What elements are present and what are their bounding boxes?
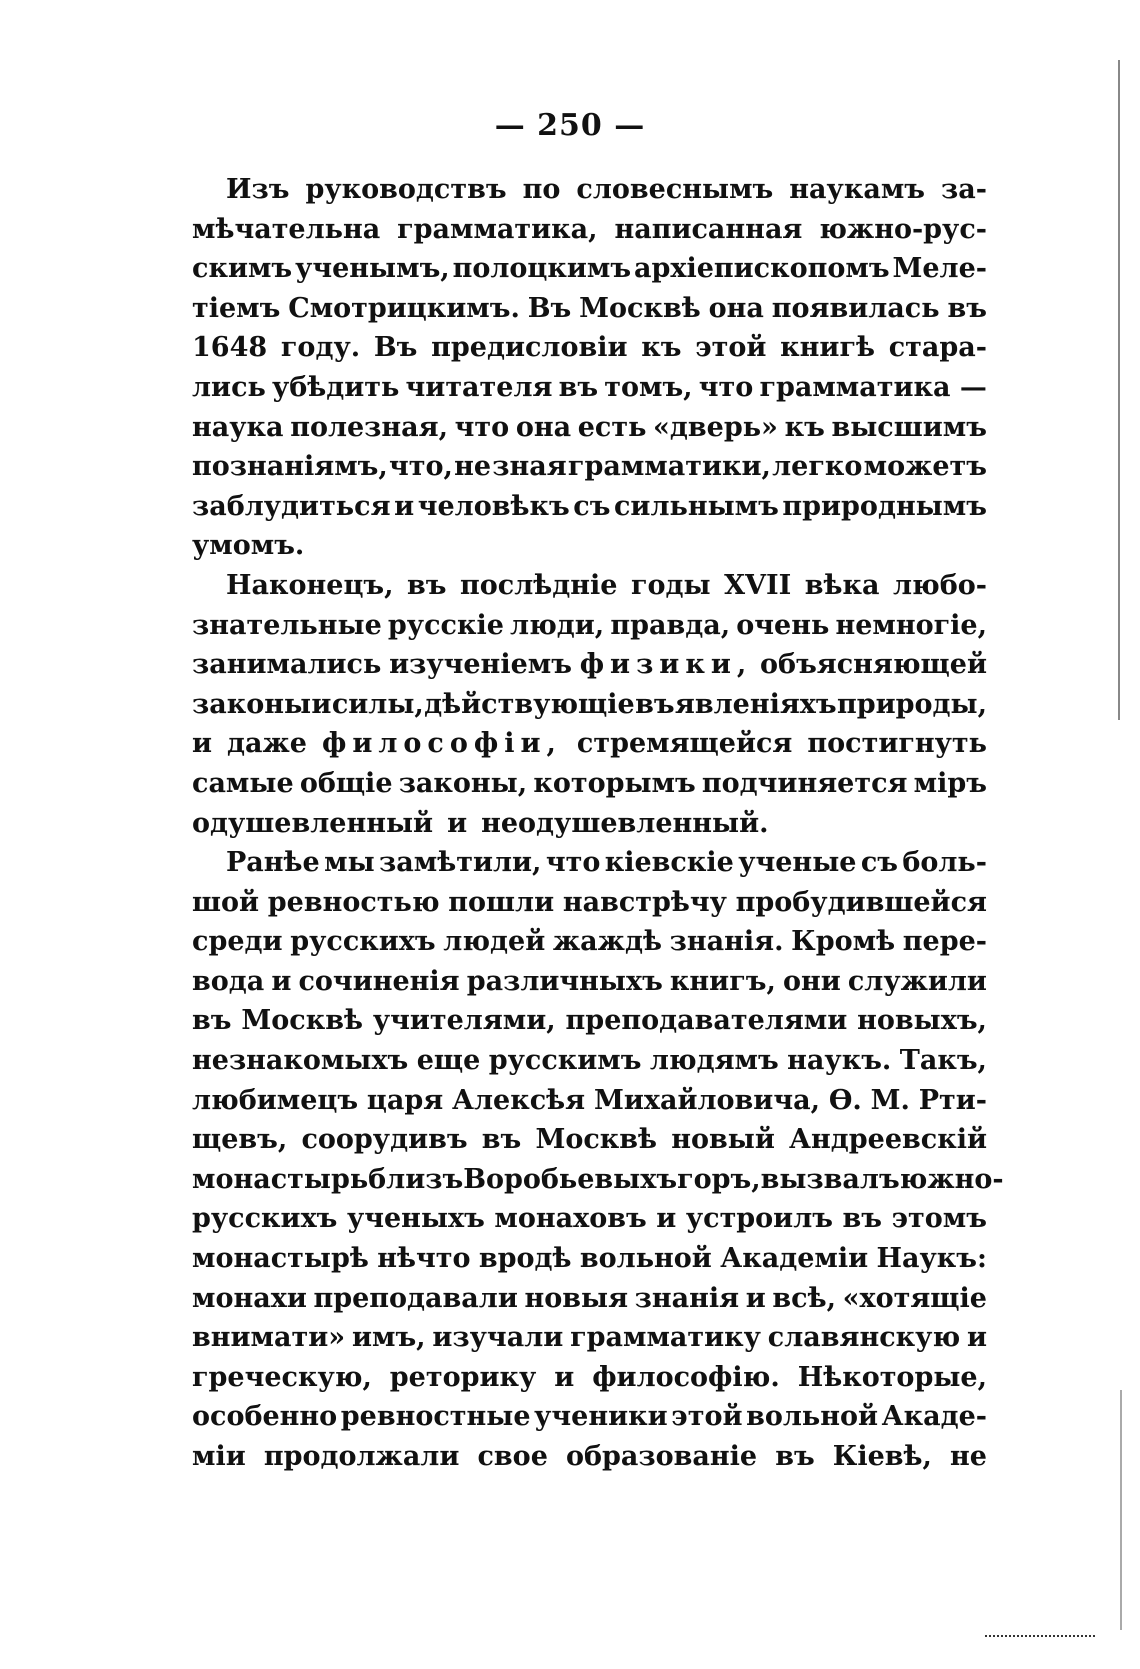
word: очень xyxy=(736,609,830,641)
word: послѣдніе xyxy=(460,569,618,601)
word: Въ xyxy=(373,332,418,364)
text-line xyxy=(192,289,987,329)
word: монастырѣ xyxy=(192,1243,369,1275)
word: годы xyxy=(630,569,711,601)
word: зная xyxy=(492,451,567,483)
word: Михайловича, xyxy=(593,1084,820,1116)
word: Наукъ: xyxy=(876,1243,987,1275)
text-line xyxy=(192,645,987,685)
word: монахи xyxy=(192,1282,307,1314)
word: стремящейся xyxy=(576,728,793,760)
word: новыя xyxy=(524,1282,629,1314)
word: реторику xyxy=(389,1361,537,1393)
text-line xyxy=(192,1437,987,1477)
word: грамматику xyxy=(570,1322,761,1354)
word: томъ, xyxy=(604,371,693,403)
word: Акаде- xyxy=(881,1401,987,1433)
word: нѣчто xyxy=(377,1243,471,1275)
word: міи xyxy=(192,1441,246,1472)
word: горъ, xyxy=(677,1163,761,1195)
word: они xyxy=(782,965,841,997)
word: наука xyxy=(192,411,284,443)
text-line xyxy=(192,170,987,210)
word: ученики xyxy=(534,1401,668,1433)
word: и xyxy=(966,1322,987,1354)
word: Ранѣе xyxy=(226,847,320,879)
word: вольной xyxy=(579,1243,712,1275)
word: Рти- xyxy=(918,1084,987,1116)
word: въ xyxy=(481,1124,522,1156)
text-line xyxy=(192,1397,987,1437)
scan-edge-line-top xyxy=(1118,60,1120,720)
word: немногіе, xyxy=(835,609,987,641)
word: въ xyxy=(842,1203,883,1235)
word: продолжали xyxy=(263,1441,460,1472)
word: учителями, xyxy=(372,1005,556,1037)
word: имъ, xyxy=(351,1322,426,1354)
word: скимъ xyxy=(192,253,293,285)
word: убѣдить xyxy=(272,371,400,403)
word: грамматики, xyxy=(567,451,771,483)
word: ревностные xyxy=(340,1401,531,1433)
word: особенно xyxy=(192,1401,338,1433)
word: дѣйствующіе xyxy=(424,688,635,720)
word: въ xyxy=(947,292,987,324)
text-line xyxy=(192,1358,987,1398)
word: силы, xyxy=(331,688,424,720)
word: Воробьевыхъ xyxy=(463,1163,678,1195)
word: кіевскіе xyxy=(604,847,734,879)
word: Въ xyxy=(527,292,572,324)
word: въ xyxy=(192,1005,232,1037)
word: Андреевскій xyxy=(789,1124,987,1156)
word: устроилъ xyxy=(685,1203,833,1235)
word: сочиненія xyxy=(298,965,460,997)
word: шой xyxy=(192,886,260,918)
word: и xyxy=(745,1282,766,1314)
word: XVII xyxy=(724,569,792,601)
word: постигнуть xyxy=(807,728,987,760)
word: ученымъ, xyxy=(295,253,450,285)
word: съ xyxy=(573,490,611,522)
word: грамматика — xyxy=(759,371,987,403)
word: къ xyxy=(641,332,682,364)
word: различныхъ xyxy=(466,965,663,997)
text-line xyxy=(192,685,987,725)
word: умомъ. xyxy=(192,530,305,562)
word: мѣчательна xyxy=(192,213,381,245)
word: подчиняется xyxy=(701,767,908,799)
word: Наконецъ, xyxy=(226,569,394,601)
word: щевъ, xyxy=(192,1124,288,1156)
word: она xyxy=(708,292,764,324)
text-line xyxy=(192,1160,1004,1200)
word: вызвалъ xyxy=(760,1163,900,1195)
word: не xyxy=(950,1441,987,1472)
word: за- xyxy=(941,174,987,205)
word: преподавателями xyxy=(565,1005,848,1037)
word: заблудиться xyxy=(192,490,391,522)
word: занимались xyxy=(192,649,382,681)
word: южно- xyxy=(899,1163,1004,1195)
word: русскихъ xyxy=(290,926,436,958)
text-line xyxy=(192,764,987,804)
text-line xyxy=(192,962,987,1002)
word: философіи, xyxy=(322,728,562,760)
word: среди xyxy=(192,926,283,958)
word: въ xyxy=(775,1441,815,1472)
word: 1648 xyxy=(192,332,268,364)
word: и xyxy=(447,807,468,839)
word: міръ xyxy=(913,767,987,799)
text-line xyxy=(192,368,987,408)
word: ученыхъ xyxy=(346,1203,485,1235)
word: появилась xyxy=(771,292,940,324)
word: общіе xyxy=(299,767,393,799)
word: можетъ xyxy=(863,451,987,483)
word: Академіи xyxy=(720,1243,869,1275)
word: философію. xyxy=(592,1361,780,1393)
word: и xyxy=(656,1203,677,1235)
word: правда, xyxy=(610,609,731,641)
text-line xyxy=(192,408,987,448)
word: съ xyxy=(860,847,898,879)
word: вода xyxy=(192,965,265,997)
word: южно-рус- xyxy=(819,213,987,245)
text-line xyxy=(192,1279,987,1319)
word: архіепископомъ xyxy=(633,253,890,285)
word: знанія xyxy=(634,1282,740,1314)
word: еще xyxy=(416,1045,481,1077)
text-line xyxy=(192,883,987,923)
word: свое xyxy=(477,1441,548,1472)
word: преподавали xyxy=(313,1282,518,1314)
word: Кромѣ xyxy=(791,926,896,958)
text-line xyxy=(192,1199,987,1239)
word: любо- xyxy=(892,569,987,601)
word: неодушевленный. xyxy=(481,807,769,839)
scan-dotted-mark xyxy=(985,1635,1095,1641)
word: полоцкимъ xyxy=(452,253,632,285)
word: незнакомыхъ xyxy=(192,1045,409,1077)
word: въ xyxy=(407,569,447,601)
word: Изъ xyxy=(226,174,290,205)
scan-edge-line-bottom xyxy=(1120,1390,1122,1630)
word: «дверь» xyxy=(653,411,778,443)
word: высшимъ xyxy=(831,411,987,443)
word: наукъ. xyxy=(787,1045,892,1077)
word: читателя xyxy=(405,371,553,403)
text-line xyxy=(192,487,987,527)
word: М. xyxy=(870,1084,910,1116)
word: не xyxy=(454,451,492,483)
text-line xyxy=(192,843,987,883)
word: законы xyxy=(192,688,312,720)
word: людямъ xyxy=(649,1045,779,1077)
text-line xyxy=(192,1120,987,1160)
text-line xyxy=(192,606,987,646)
word: которымъ xyxy=(533,767,696,799)
text-line xyxy=(192,1081,987,1121)
word: году. xyxy=(280,332,361,364)
word: вольной xyxy=(746,1401,879,1433)
word: предисловіи xyxy=(431,332,628,364)
word: сильнымъ xyxy=(613,490,779,522)
word: близъ xyxy=(368,1163,464,1195)
word: ученые xyxy=(738,847,857,879)
word: этомъ xyxy=(891,1203,987,1235)
word: навстрѣчу xyxy=(562,886,727,918)
word: славянскую xyxy=(767,1322,961,1354)
word: легко xyxy=(772,451,863,483)
word: изученіемъ xyxy=(389,649,572,681)
word: монастырь xyxy=(192,1163,369,1195)
word: по xyxy=(522,174,561,205)
text-line xyxy=(192,1041,987,1081)
word: русскіе xyxy=(387,609,504,641)
word: лись xyxy=(192,371,266,403)
word: тіемъ xyxy=(192,292,281,324)
word: грамматика, xyxy=(397,213,598,245)
word: знательные xyxy=(192,609,382,641)
text-line xyxy=(192,249,987,289)
word: новый xyxy=(671,1124,775,1156)
word: знанія. xyxy=(669,926,784,958)
word: Москвѣ xyxy=(579,292,701,324)
page-number: — 250 — xyxy=(494,108,646,143)
word: пошли xyxy=(448,886,555,918)
word: людей xyxy=(443,926,546,958)
word: всѣ, xyxy=(772,1282,837,1314)
word: пере- xyxy=(902,926,987,958)
word: внимати» xyxy=(192,1322,346,1354)
word: и xyxy=(311,688,332,720)
word: жаждѣ xyxy=(552,926,662,958)
text-line xyxy=(192,1239,987,1279)
word: Алексѣя xyxy=(452,1084,586,1116)
body-text xyxy=(192,170,1004,1477)
word: боль- xyxy=(902,847,987,879)
word: любимецъ xyxy=(192,1084,359,1116)
word: и xyxy=(271,965,292,997)
word: мы xyxy=(324,847,375,879)
word: книгѣ xyxy=(780,332,875,364)
word: люди, xyxy=(510,609,605,641)
text-line xyxy=(192,566,987,606)
word: этой xyxy=(671,1401,743,1433)
text-line xyxy=(192,804,987,844)
word: объясняющей xyxy=(760,649,987,681)
word: и xyxy=(192,728,213,760)
text-line xyxy=(192,922,987,962)
word: въ xyxy=(635,688,675,720)
word: что xyxy=(545,847,601,879)
word: что xyxy=(454,411,510,443)
word: вродѣ xyxy=(478,1243,572,1275)
word: Такъ, xyxy=(899,1045,987,1077)
word: наукамъ xyxy=(789,174,925,205)
word: замѣтили, xyxy=(379,847,542,879)
word: Нѣкоторые, xyxy=(797,1361,987,1393)
text-line xyxy=(192,1001,987,1041)
word: служили xyxy=(847,965,987,997)
word: греческую, xyxy=(192,1361,372,1393)
text-line xyxy=(192,447,987,487)
word: изучали xyxy=(432,1322,564,1354)
word: русскихъ xyxy=(192,1203,338,1235)
word: соорудивъ xyxy=(301,1124,468,1156)
word: Смотрицкимъ. xyxy=(288,292,520,324)
text-line xyxy=(192,724,987,764)
word: человѣкъ xyxy=(417,490,570,522)
word: стара- xyxy=(888,332,987,364)
word: Москвѣ xyxy=(241,1005,363,1037)
word: природнымъ xyxy=(782,490,987,522)
word: пробудившейся xyxy=(735,886,987,918)
word: явленіяхъ xyxy=(674,688,837,720)
word: словеснымъ xyxy=(576,174,774,205)
word: законы, xyxy=(398,767,528,799)
text-line xyxy=(192,526,987,566)
word: вѣка xyxy=(804,569,880,601)
text-line xyxy=(192,1318,987,1358)
word: этой xyxy=(695,332,767,364)
word: Москвѣ xyxy=(535,1124,658,1156)
word: книгъ, xyxy=(669,965,776,997)
text-line xyxy=(192,328,987,368)
word: и xyxy=(394,490,415,522)
word: что, xyxy=(389,451,453,483)
word: ревностью xyxy=(267,886,440,918)
word: Меле- xyxy=(892,253,987,285)
word: одушевленный xyxy=(192,807,434,839)
word: даже xyxy=(227,728,307,760)
text-line xyxy=(192,210,987,250)
word: что xyxy=(698,371,754,403)
word: «хотящіе xyxy=(842,1282,987,1314)
word: и xyxy=(554,1361,575,1393)
word: физики, xyxy=(579,649,753,681)
word: полезная, xyxy=(290,411,449,443)
word: природы, xyxy=(836,688,987,720)
word: новыхъ, xyxy=(857,1005,987,1037)
word: самые xyxy=(192,767,294,799)
word: образованіе xyxy=(565,1441,758,1472)
word: монаховъ xyxy=(494,1203,647,1235)
word: русскимъ xyxy=(488,1045,642,1077)
word: къ xyxy=(784,411,825,443)
word: Кіевѣ, xyxy=(832,1441,932,1472)
word: познаніямъ, xyxy=(192,451,388,483)
word: руководствъ xyxy=(305,174,507,205)
word: она xyxy=(515,411,572,443)
word: написанная xyxy=(614,213,803,245)
word: въ xyxy=(558,371,599,403)
word: царя xyxy=(366,1084,444,1116)
word: Ѳ. xyxy=(828,1084,862,1116)
word: есть xyxy=(577,411,647,443)
